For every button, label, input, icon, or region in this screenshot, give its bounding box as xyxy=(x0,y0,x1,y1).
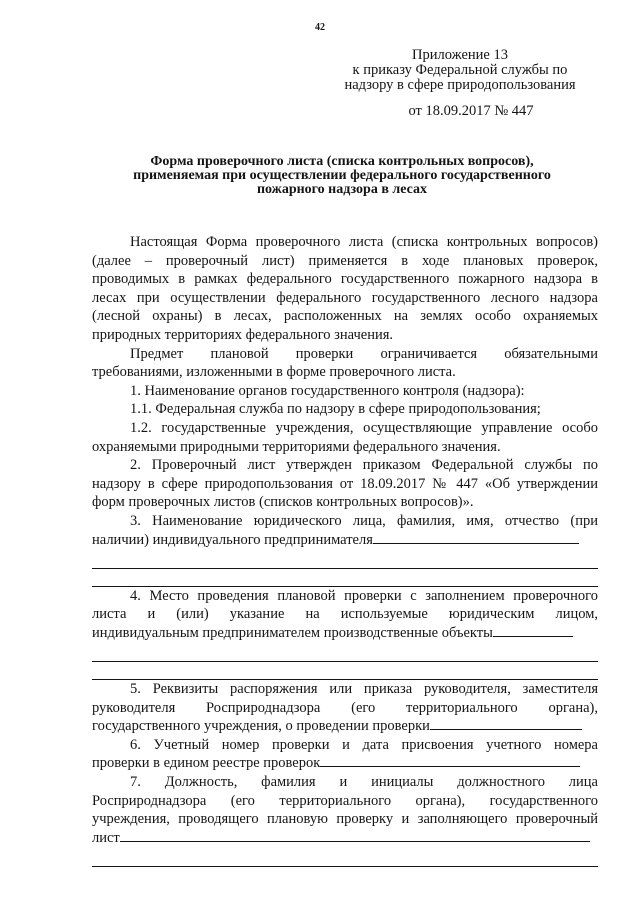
item-text: индивидуальным предпринимателем производственные объекты xyxy=(92,624,493,641)
item-text: наличии) индивидуального предпринимателя xyxy=(92,531,373,548)
list-item: 1.2. государственные учреждения, осуществляющие управление особо xyxy=(130,419,598,436)
list-item: учреждения, проводящего плановую проверку и заполняющего проверочный xyxy=(92,811,598,828)
list-item: 7. Должность, фамилия и инициалы должностного лица xyxy=(130,774,598,791)
title-line: пожарного надзора в лесах xyxy=(256,182,428,197)
list-item: 6. Учетный номер проверки и дата присвоения учетного номера xyxy=(130,736,598,753)
document-title xyxy=(92,155,592,197)
list-item xyxy=(92,624,598,643)
appendix-line: Приложение 13 xyxy=(412,47,508,63)
paragraph-line: (лесной охраны) в лесах, расположенных на землях особо охраняемых xyxy=(92,308,598,325)
paragraph-line: (далее – проверочный лист) применяется в ходе плановых проверок, xyxy=(92,252,598,269)
paragraph-line: требованиями, изложенными в форме проверочного листа. xyxy=(92,364,456,381)
fill-in-line[interactable] xyxy=(92,569,598,587)
paragraph-line: Настоящая Форма проверочного листа (списка контрольных вопросов) xyxy=(130,234,598,250)
fill-in-blank[interactable] xyxy=(430,717,582,730)
list-item: надзору в сфере природопользования от 18.09.2017 № 447 «Об утверждении xyxy=(92,475,598,492)
list-item xyxy=(92,531,598,550)
list-item xyxy=(92,717,598,736)
appendix-date: от 18.09.2017 № 447 xyxy=(408,103,534,119)
paragraph-line: природных территориях федерального значения. xyxy=(92,326,394,343)
page-number: 42 xyxy=(315,22,325,33)
fill-in-blank[interactable] xyxy=(493,624,573,637)
appendix-header xyxy=(330,48,590,119)
list-item xyxy=(92,829,598,848)
list-item: листа и (или) указание на используемые юридическим лицом, xyxy=(92,606,598,623)
list-item: 4. Место проведения плановой проверки с заполнением проверочного xyxy=(130,587,598,604)
list-item xyxy=(92,754,598,773)
appendix-line: надзору в сфере природопользования xyxy=(344,77,576,93)
list-item: охраняемыми природными территориями федерального значения. xyxy=(92,438,501,455)
list-item: 5. Реквизиты распоряжения или приказа руководителя, заместителя xyxy=(130,681,598,698)
list-item: Росприроднадзора (его территориального органа), государственного xyxy=(92,792,598,809)
list-item: форм проверочных листов (списков контрольных вопросов)». xyxy=(92,494,474,511)
fill-in-blank[interactable] xyxy=(320,754,580,767)
fill-in-blank[interactable] xyxy=(373,531,579,544)
list-item: руководителя Росприроднадзора (его территориального органа), xyxy=(92,699,598,716)
list-item: 1.1. Федеральная служба по надзору в сфере природопользования; xyxy=(130,401,541,418)
paragraph-line: проводимых в рамках федерального государственного пожарного надзора в xyxy=(92,271,598,288)
fill-in-blank[interactable] xyxy=(120,829,590,842)
fill-in-line[interactable] xyxy=(92,847,598,867)
appendix-line: к приказу Федеральной службы по xyxy=(352,62,568,78)
list-item: 3. Наименование юридического лица, фамилия, имя, отчество (при xyxy=(130,512,598,529)
fill-in-line[interactable] xyxy=(92,662,598,680)
item-text: государственного учреждения, о проведении проверки xyxy=(92,718,430,735)
fill-in-line[interactable] xyxy=(92,642,598,662)
title-line: Форма проверочного листа (списка контрольных вопросов), xyxy=(150,154,534,169)
item-text: лист xyxy=(92,829,120,846)
fill-in-line[interactable] xyxy=(92,549,598,569)
paragraph-line: Предмет плановой проверки ограничивается обязательными xyxy=(130,345,598,362)
list-item: 2. Проверочный лист утвержден приказом Федеральной службы по xyxy=(130,457,598,474)
item-text: проверки в едином реестре проверок xyxy=(92,755,321,772)
title-line: применяемая при осуществлении федерального государственного xyxy=(133,168,551,183)
paragraph-line: лесах при осуществлении федерального государственного лесного надзора xyxy=(92,289,598,306)
list-item: 1. Наименование органов государственного контроля (надзора): xyxy=(130,382,525,399)
document-body xyxy=(92,233,598,867)
